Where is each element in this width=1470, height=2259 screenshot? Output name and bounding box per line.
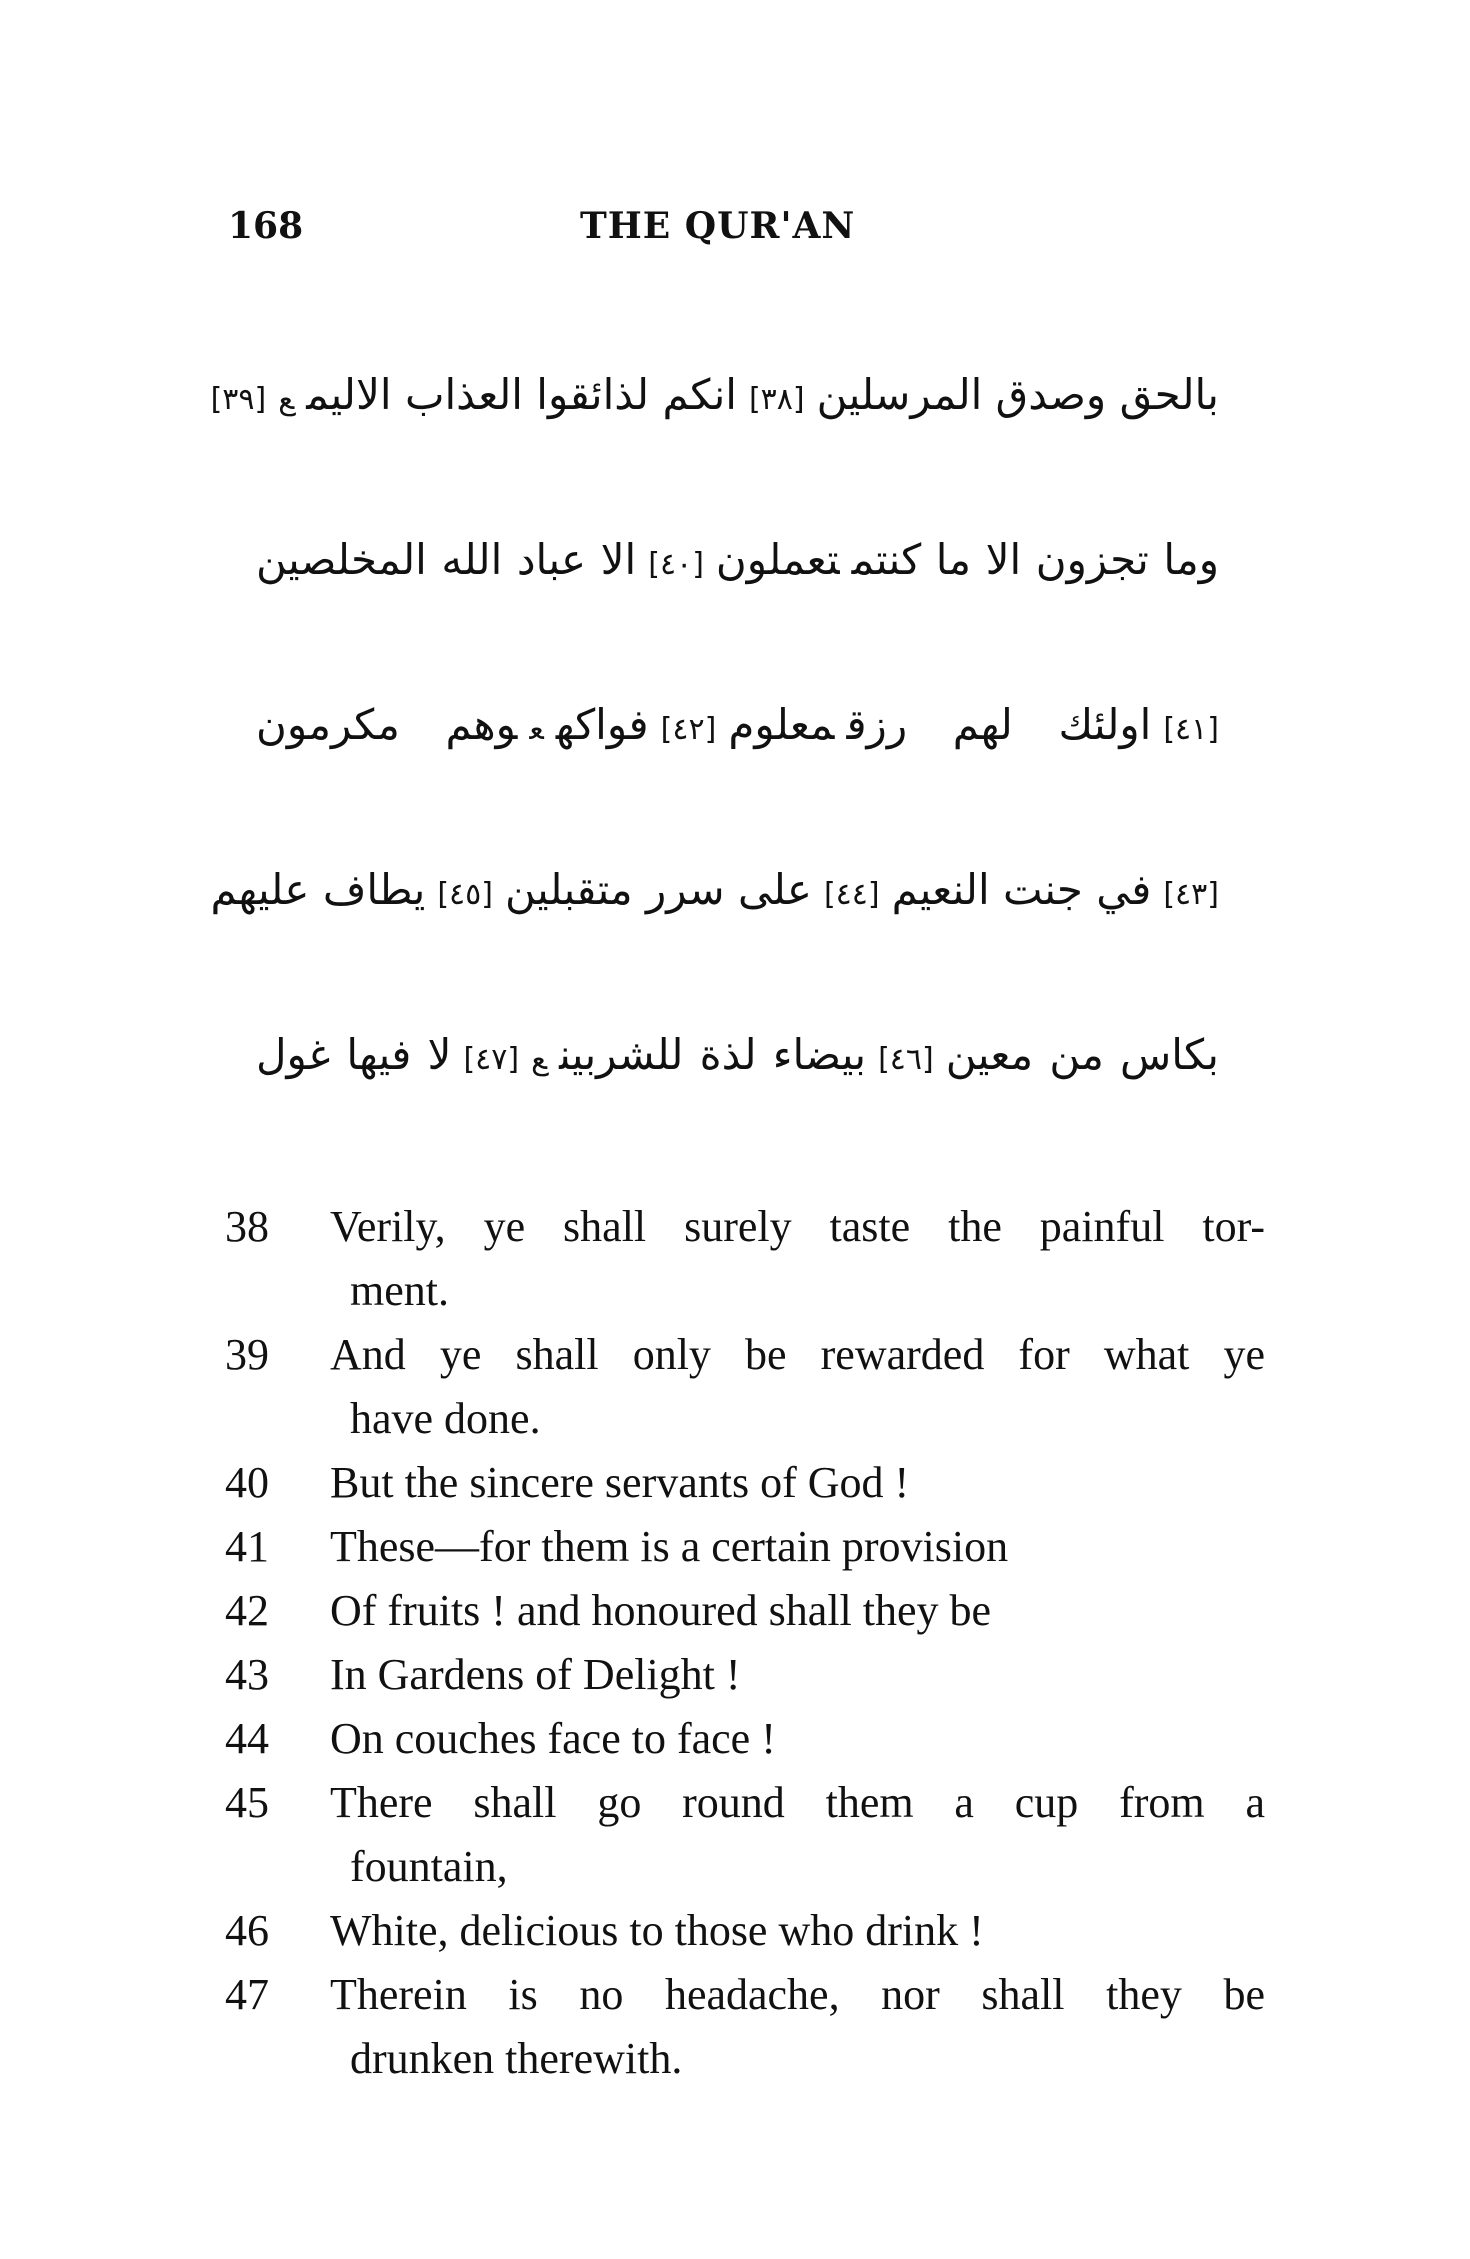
verse-marker: [٣٩]	[210, 382, 267, 417]
verse-continuation: ment.	[350, 1266, 449, 1315]
verse-marker: [٤٤]	[823, 877, 880, 912]
verse-number: 44	[225, 1714, 269, 1763]
verse-marker: [٤٦]	[878, 1042, 934, 1077]
english-translation	[225, 1195, 1265, 2091]
verse-continuation: have done.	[350, 1394, 541, 1443]
verse-marker: [٤٠]	[648, 547, 704, 582]
verse-39	[225, 1323, 1265, 1451]
arabic-line	[210, 835, 1225, 1000]
verse-number: 38	[225, 1202, 269, 1251]
arabic-phrase: معلوم	[728, 700, 835, 749]
arabic-phrase: في جنت النعيم	[891, 865, 1152, 914]
verse-46	[225, 1899, 1265, 1963]
arabic-phrase: بيضاء لذة للشربين	[559, 1030, 867, 1079]
arabic-phrase: على سرر متقبلين	[504, 865, 812, 914]
arabic-phrase: بالحق وصدق المرسلين	[816, 370, 1219, 419]
verse-44	[225, 1707, 1265, 1771]
verse-marker: [٤٢]	[660, 712, 717, 747]
arabic-phrase: تعملون	[715, 535, 840, 584]
verse-number: 41	[225, 1522, 269, 1571]
verse-number: 40	[225, 1458, 269, 1507]
ruku-mark: ع	[529, 712, 544, 747]
verse-marker: [٤٧]	[463, 1042, 520, 1077]
verse-text: But the sincere servants of God !	[330, 1458, 910, 1507]
arabic-line	[250, 670, 1225, 835]
verse-number: 45	[225, 1778, 269, 1827]
verse-continuation: drunken therewith.	[350, 2034, 683, 2083]
verse-continuation: fountain,	[350, 1842, 508, 1891]
verse-text: And ye shall only be rewarded for what ye	[330, 1330, 1265, 1379]
verse-marker: [٣٨]	[748, 382, 805, 417]
arabic-phrase: وهم مكرمون	[256, 700, 518, 749]
verse-text: Verily, ye shall surely taste the painful tor-	[330, 1202, 1265, 1251]
verse-text: White, delicious to those who drink !	[330, 1906, 984, 1955]
verse-43	[225, 1643, 1265, 1707]
arabic-phrase: لا فيها غول	[256, 1030, 452, 1079]
arabic-line	[250, 505, 1225, 670]
arabic-phrase: انكم لذائقوا العذاب الاليم	[306, 370, 737, 419]
verse-45	[225, 1771, 1265, 1899]
verse-number: 43	[225, 1650, 269, 1699]
verse-text: Of fruits ! and honoured shall they be	[330, 1586, 992, 1635]
ruku-mark: ع	[278, 382, 295, 417]
verse-number: 47	[225, 1970, 269, 2019]
verse-47	[225, 1963, 1265, 2091]
arabic-phrase: فواكه	[555, 700, 649, 749]
running-title: THE QUR'AN	[580, 205, 856, 247]
arabic-text-block	[210, 340, 1225, 1165]
verse-38	[225, 1195, 1265, 1323]
arabic-line	[250, 1000, 1225, 1165]
verse-text: These—for them is a certain provision	[330, 1522, 1009, 1571]
arabic-phrase: بكاس من معين	[945, 1030, 1219, 1079]
arabic-line	[210, 340, 1225, 505]
verse-41	[225, 1515, 1265, 1579]
page-number: 168	[228, 205, 304, 247]
verse-text: Therein is no headache, nor shall they be	[330, 1970, 1265, 2019]
arabic-phrase: يطاف عليهم	[210, 865, 426, 914]
ruku-mark: ع	[531, 1042, 548, 1077]
verse-number: 39	[225, 1330, 269, 1379]
arabic-phrase: الا عباد الله المخلصين	[256, 535, 637, 584]
verse-number: 46	[225, 1906, 269, 1955]
verse-marker: [٤٣]	[1163, 877, 1219, 912]
verse-text: On couches face to face !	[330, 1714, 776, 1763]
verse-40	[225, 1451, 1265, 1515]
verse-marker: [٤٥]	[437, 877, 493, 912]
arabic-phrase: وما تجزون الا ما كنتم	[851, 535, 1219, 584]
arabic-phrase: اولئك لهم رزق	[846, 700, 1152, 749]
verse-marker: [٤١]	[1163, 712, 1219, 747]
verse-42	[225, 1579, 1265, 1643]
verse-number: 42	[225, 1586, 269, 1635]
page-header	[0, 205, 1470, 265]
verse-text: There shall go round them a cup from a	[330, 1778, 1265, 1827]
verse-text: In Gardens of Delight !	[330, 1650, 741, 1699]
